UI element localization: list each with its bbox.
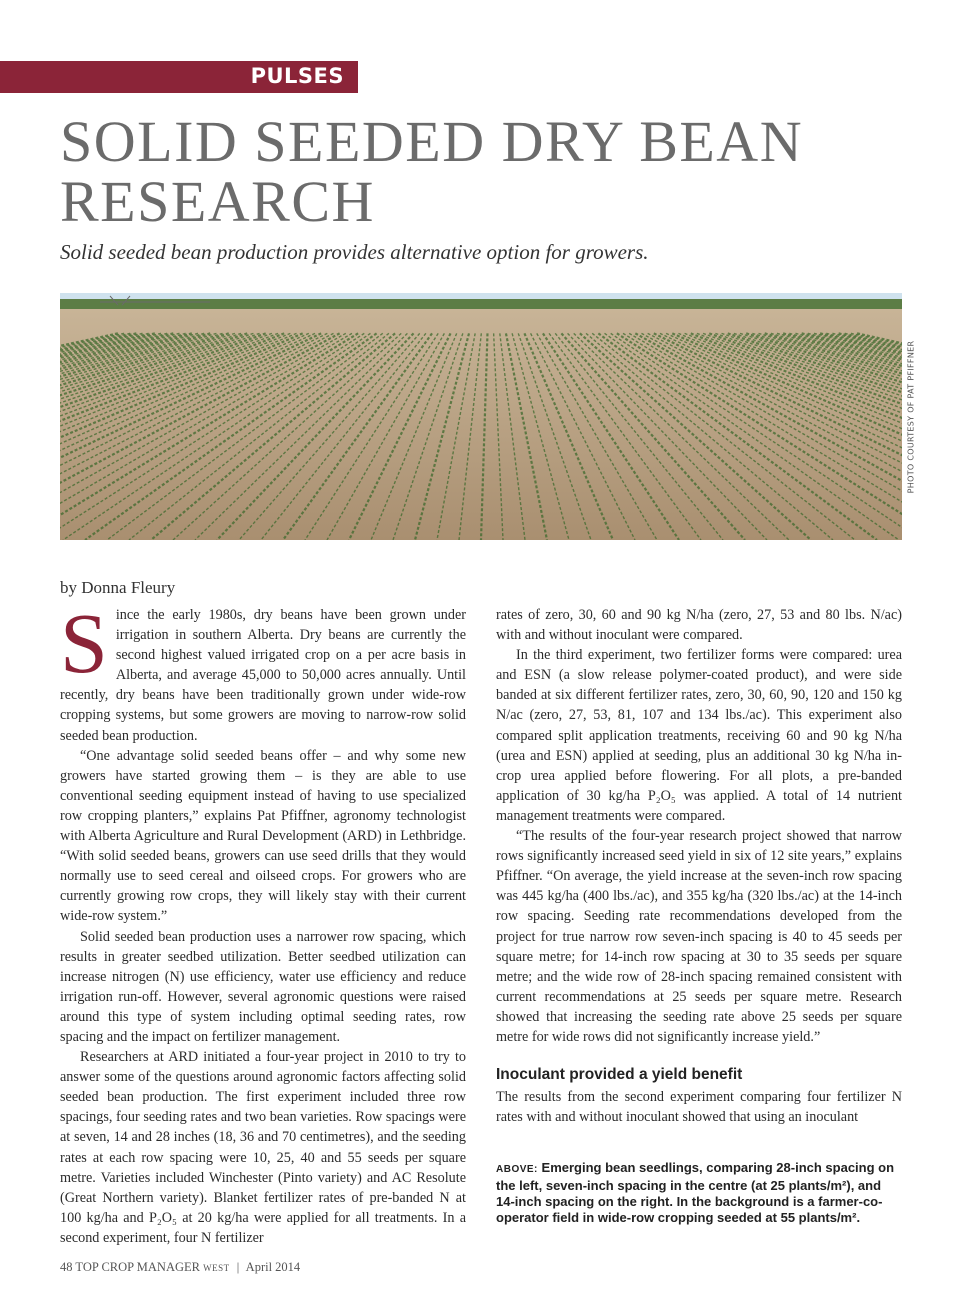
footer-separator: | [236, 1260, 240, 1274]
paragraph: The results from the second experiment comparing four fertilizer N rates with and without inoculant showed that using an inoculant [496, 1089, 902, 1126]
paragraph: Researchers at ARD initiated a four-year project in 2010 to try to answer some of the questions around agronomic factors affecting solid seeded bean production. The first experiment included three row spacings, four seeding rates and two bean varieties. Row spacings were at seven, 14 and 28 inches (18, 36 and 70 centimetres), and the seeding rates at each row spacing were 10, 25, 40 and 55 seeds per square metre. Varieties included Winchester (Pinto variety) and AC Resolute (Great Northern variety). Blanket fertilizer rates of pre-banded N at 100 kg/ha and P₂O₅ at 20 kg/ha were applied for all treatments. In a second experiment, four N fertilizer [60, 1049, 466, 1246]
section-subhead: Inoculant provided a yield benefit [496, 1066, 743, 1084]
field-photo [60, 293, 902, 540]
right-column [496, 605, 902, 1127]
issue-date: April 2014 [245, 1260, 301, 1274]
title-line-2: RESEARCH [60, 169, 375, 234]
paragraph: Since the early 1980s, dry beans have been grown under irrigation in southern Alberta. Dry beans are currently the second highest valued irrigated crop on a per acre basis in Alberta, and average 45,000 to 50,000 acres annually. Until recently, dry beans have been traditionally grown under wide-row cropping systems, but some growers are moving to narrow-row solid seeded bean production. [60, 595, 466, 744]
left-column [60, 595, 466, 1248]
paragraph: rates of zero, 30, 60 and 90 kg N/ha (zero, 27, 53 and 80 lbs. N/ac) with and without inoculant were compared. [496, 607, 902, 644]
magazine-edition: WEST [203, 1263, 230, 1273]
drop-cap: S [60, 595, 108, 691]
paragraph: In the third experiment, two fertilizer forms were compared: urea and ESN (a slow release polymer-coated product), and were side banded at six different fertilizer rates, zero, 30, 60, 90, 120 and 150 kg N/ac (zero, 27, 53, 81, 107 and 134 lbs./ac). This experiment also compared split application treatments, receiving 60 and 90 kg N/ha (urea and ESN) applied at seeding, plus an additional 30 kg N/ha in-crop urea applied before flowering. For all plots, a pre-banded application of 30 kg/ha P₂O₅ was applied. A total of 14 nutrient management treatments were compared. [496, 647, 902, 824]
page-number: 48 [60, 1260, 73, 1274]
section-tab [0, 61, 358, 93]
article-subtitle: Solid seeded bean production provides alternative option for growers. [60, 240, 649, 264]
caption-label: ABOVE: [496, 1164, 538, 1175]
section-label: PULSES [250, 64, 344, 88]
photo-caption [496, 1160, 902, 1226]
article-title [60, 109, 920, 234]
byline: by Donna Fleury [60, 578, 176, 597]
page-footer [60, 1260, 300, 1275]
paragraph: Solid seeded bean production uses a narrower row spacing, which results in greater seedbed utilization. Better seedbed utilization can increase nitrogen (N) use efficiency, water use efficiency and reduce irrigation run-off. However, several agronomic questions were raised around this type of system including optimal seeding rates, row spacing and the impact on fertilizer management. [60, 928, 466, 1045]
paragraph: “The results of the four-year research project showed that narrow rows significantly increased seed yield in six of 12 site years,” explains Pfiffner. “On average, the yield increase at the seven-inch row spacing was 445 kg/ha (400 lbs./ac), and 355 kg/ha (320 lbs./ac) at the 14-inch row spacing. Seeding rate recommendations developed from the project for true narrow row seven-inch spacing is 40 to 45 seeds per square metre; for 14-inch row spacing at 30 to 35 seeds per square metre; and the wide row of 28-inch spacing remained consistent with current recommendations at 25 seeds per square metre. Research showed that increasing the seeding rate above 25 seeds per square metre for wide rows did not significantly increase yield.” [496, 828, 902, 1045]
caption-text: Emerging bean seedlings, comparing 28-inch spacing on the left, seven-inch spacing in the centre (at 25 plants/m²), and 14-inch spacing on the right. In the background is a farmer-co-operator field in wide-row cropping seeded at 55 plants/m². [496, 1160, 895, 1225]
magazine-name: TOP CROP MANAGER [75, 1260, 200, 1274]
photo-credit: PHOTO COURTESY OF PAT PFIFFNER [906, 340, 916, 493]
field-photo-image [60, 293, 902, 540]
title-line-1: SOLID SEEDED DRY BEAN [60, 109, 804, 174]
paragraph: “One advantage solid seeded beans offer – and why some new growers have started growing them – is they are able to use conventional seeding equipment instead of having to use specialized row cropping planters,” explains Pat Pfiffner, agronomy technologist with Alberta Agriculture and Rural Development (ARD) in Lethbridge. “With solid seeded beans, growers can use seed drills that they would normally use to seed cereal and oilseed crops. For growers who are currently growing row crops, they will likely stay with their current wide-row system.” [60, 747, 466, 925]
